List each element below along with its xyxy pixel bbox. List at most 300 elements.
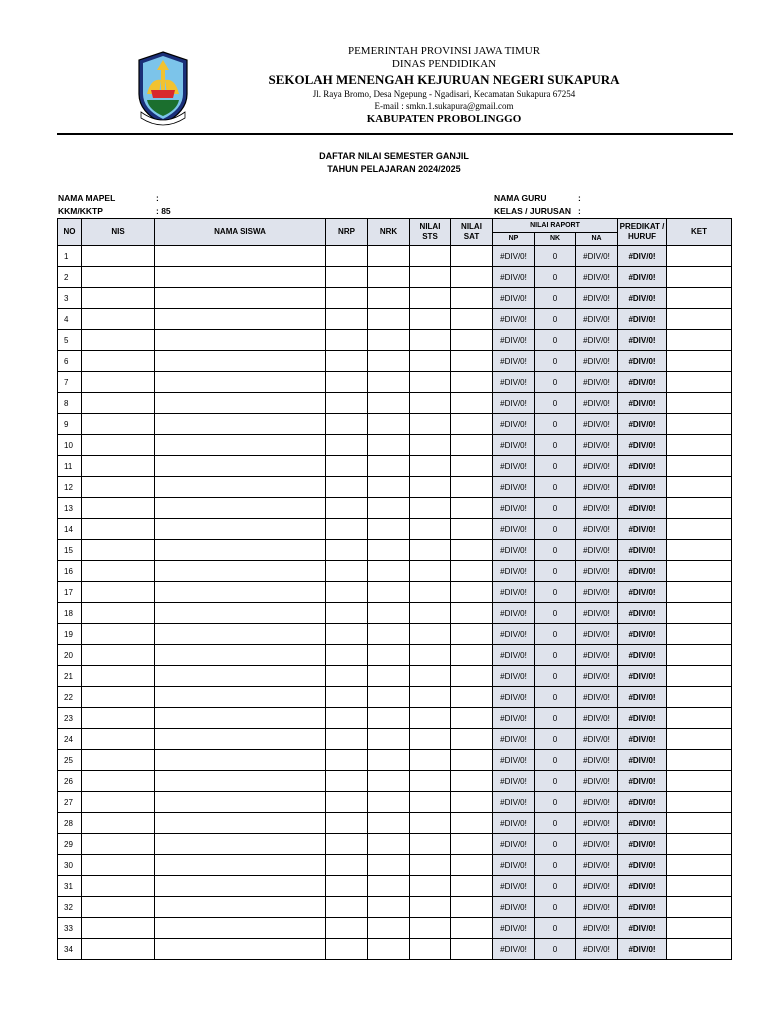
cell-nilai-sat[interactable] [451, 687, 493, 708]
cell-nrp[interactable] [326, 540, 368, 561]
cell-nrk[interactable] [368, 855, 410, 876]
cell-nama-siswa[interactable] [155, 372, 326, 393]
cell-nilai-sts[interactable] [410, 687, 451, 708]
cell-nilai-sts[interactable] [410, 540, 451, 561]
cell-nis[interactable] [82, 435, 155, 456]
table-row [58, 687, 732, 708]
cell-nrk[interactable] [368, 897, 410, 918]
cell-no: 10 [58, 435, 82, 456]
cell-nrk[interactable] [368, 582, 410, 603]
cell-predikat: #DIV/0! [618, 708, 667, 729]
cell-nilai-sat[interactable] [451, 498, 493, 519]
cell-nama-siswa[interactable] [155, 708, 326, 729]
cell-nilai-sat[interactable] [451, 855, 493, 876]
cell-nama-siswa[interactable] [155, 687, 326, 708]
cell-ket[interactable] [667, 813, 732, 834]
header-ket: KET [667, 219, 732, 246]
cell-nis[interactable] [82, 330, 155, 351]
cell-nis[interactable] [82, 792, 155, 813]
cell-ket[interactable] [667, 624, 732, 645]
cell-nilai-sat[interactable] [451, 645, 493, 666]
cell-ket[interactable] [667, 645, 732, 666]
cell-nilai-sts[interactable] [410, 246, 451, 267]
cell-nis[interactable] [82, 246, 155, 267]
cell-nrp[interactable] [326, 456, 368, 477]
cell-nis[interactable] [82, 687, 155, 708]
cell-np: #DIV/0! [493, 750, 535, 771]
cell-nrp[interactable] [326, 330, 368, 351]
cell-ket[interactable] [667, 435, 732, 456]
cell-no: 24 [58, 729, 82, 750]
cell-ket[interactable] [667, 792, 732, 813]
cell-no: 22 [58, 687, 82, 708]
cell-nilai-sts[interactable] [410, 435, 451, 456]
cell-nilai-sat[interactable] [451, 729, 493, 750]
cell-nrk[interactable] [368, 519, 410, 540]
cell-nrk[interactable] [368, 750, 410, 771]
cell-nilai-sat[interactable] [451, 435, 493, 456]
cell-nrp[interactable] [326, 750, 368, 771]
cell-nama-siswa[interactable] [155, 561, 326, 582]
cell-nilai-sat[interactable] [451, 414, 493, 435]
cell-nama-siswa[interactable] [155, 603, 326, 624]
cell-no: 3 [58, 288, 82, 309]
cell-nama-siswa[interactable] [155, 582, 326, 603]
cell-nis[interactable] [82, 351, 155, 372]
cell-ket[interactable] [667, 519, 732, 540]
cell-nama-siswa[interactable] [155, 792, 326, 813]
cell-ket[interactable] [667, 414, 732, 435]
cell-nis[interactable] [82, 267, 155, 288]
cell-na: #DIV/0! [576, 330, 618, 351]
cell-nis[interactable] [82, 708, 155, 729]
cell-ket[interactable] [667, 477, 732, 498]
cell-ket[interactable] [667, 876, 732, 897]
cell-nilai-sts[interactable] [410, 309, 451, 330]
cell-predikat: #DIV/0! [618, 456, 667, 477]
cell-nilai-sts[interactable] [410, 918, 451, 939]
cell-nrp[interactable] [326, 372, 368, 393]
cell-no: 33 [58, 918, 82, 939]
cell-nilai-sts[interactable] [410, 729, 451, 750]
cell-no: 27 [58, 792, 82, 813]
cell-np: #DIV/0! [493, 456, 535, 477]
cell-nama-siswa[interactable] [155, 624, 326, 645]
cell-nrk[interactable] [368, 771, 410, 792]
cell-na: #DIV/0! [576, 351, 618, 372]
cell-nama-siswa[interactable] [155, 666, 326, 687]
cell-na: #DIV/0! [576, 309, 618, 330]
cell-nrp[interactable] [326, 435, 368, 456]
cell-nrk[interactable] [368, 687, 410, 708]
cell-ket[interactable] [667, 729, 732, 750]
cell-nis[interactable] [82, 771, 155, 792]
cell-nrp[interactable] [326, 477, 368, 498]
table-row [58, 603, 732, 624]
cell-nama-siswa[interactable] [155, 456, 326, 477]
cell-nilai-sat[interactable] [451, 372, 493, 393]
cell-nis[interactable] [82, 372, 155, 393]
cell-nis[interactable] [82, 393, 155, 414]
cell-nrp[interactable] [326, 267, 368, 288]
cell-nis[interactable] [82, 855, 155, 876]
cell-nrp[interactable] [326, 645, 368, 666]
cell-nilai-sts[interactable] [410, 456, 451, 477]
cell-nama-siswa[interactable] [155, 288, 326, 309]
cell-nilai-sat[interactable] [451, 288, 493, 309]
cell-na: #DIV/0! [576, 876, 618, 897]
cell-ket[interactable] [667, 351, 732, 372]
cell-nis[interactable] [82, 729, 155, 750]
cell-ket[interactable] [667, 771, 732, 792]
cell-predikat: #DIV/0! [618, 498, 667, 519]
cell-nama-siswa[interactable] [155, 498, 326, 519]
cell-nilai-sat[interactable] [451, 624, 493, 645]
cell-nama-siswa[interactable] [155, 330, 326, 351]
cell-nilai-sat[interactable] [451, 267, 493, 288]
cell-ket[interactable] [667, 687, 732, 708]
cell-nama-siswa[interactable] [155, 939, 326, 960]
cell-predikat: #DIV/0! [618, 729, 667, 750]
cell-nis[interactable] [82, 561, 155, 582]
cell-np: #DIV/0! [493, 813, 535, 834]
cell-nama-siswa[interactable] [155, 267, 326, 288]
cell-predikat: #DIV/0! [618, 813, 667, 834]
cell-nrp[interactable] [326, 918, 368, 939]
cell-nrp[interactable] [326, 771, 368, 792]
cell-nk: 0 [535, 582, 576, 603]
cell-nk: 0 [535, 666, 576, 687]
header-predikat-line1: PREDIKAT / [619, 222, 665, 231]
cell-nis[interactable] [82, 456, 155, 477]
cell-nrp[interactable] [326, 897, 368, 918]
cell-ket[interactable] [667, 666, 732, 687]
cell-nilai-sat[interactable] [451, 708, 493, 729]
cell-no: 28 [58, 813, 82, 834]
cell-nilai-sat[interactable] [451, 876, 493, 897]
cell-nilai-sat[interactable] [451, 477, 493, 498]
cell-nrp[interactable] [326, 855, 368, 876]
cell-nis[interactable] [82, 939, 155, 960]
cell-nilai-sts[interactable] [410, 834, 451, 855]
cell-nrk[interactable] [368, 603, 410, 624]
cell-nrk[interactable] [368, 666, 410, 687]
cell-nilai-sts[interactable] [410, 561, 451, 582]
cell-nis[interactable] [82, 876, 155, 897]
cell-nis[interactable] [82, 918, 155, 939]
header-nrp: NRP [326, 219, 368, 246]
cell-nilai-sat[interactable] [451, 309, 493, 330]
cell-nrk[interactable] [368, 939, 410, 960]
cell-nama-siswa[interactable] [155, 519, 326, 540]
cell-nrk[interactable] [368, 792, 410, 813]
cell-nilai-sts[interactable] [410, 267, 451, 288]
cell-nrp[interactable] [326, 666, 368, 687]
cell-nilai-sat[interactable] [451, 351, 493, 372]
cell-nrp[interactable] [326, 708, 368, 729]
cell-np: #DIV/0! [493, 246, 535, 267]
cell-ket[interactable] [667, 834, 732, 855]
cell-nama-siswa[interactable] [155, 477, 326, 498]
cell-nrk[interactable] [368, 561, 410, 582]
cell-nilai-sat[interactable] [451, 246, 493, 267]
cell-nk: 0 [535, 246, 576, 267]
cell-nilai-sat[interactable] [451, 834, 493, 855]
cell-nrk[interactable] [368, 267, 410, 288]
cell-nama-siswa[interactable] [155, 918, 326, 939]
cell-nilai-sat[interactable] [451, 393, 493, 414]
cell-nilai-sts[interactable] [410, 372, 451, 393]
cell-nrp[interactable] [326, 876, 368, 897]
cell-nrk[interactable] [368, 624, 410, 645]
cell-nilai-sts[interactable] [410, 603, 451, 624]
guru-value: : [578, 193, 581, 203]
cell-nilai-sts[interactable] [410, 519, 451, 540]
cell-nilai-sat[interactable] [451, 792, 493, 813]
cell-nama-siswa[interactable] [155, 897, 326, 918]
cell-nrk[interactable] [368, 330, 410, 351]
table-row [58, 351, 732, 372]
table-row [58, 435, 732, 456]
cell-nk: 0 [535, 792, 576, 813]
cell-ket[interactable] [667, 750, 732, 771]
cell-nama-siswa[interactable] [155, 309, 326, 330]
table-row [58, 939, 732, 960]
cell-nrp[interactable] [326, 351, 368, 372]
cell-nama-siswa[interactable] [155, 540, 326, 561]
cell-predikat: #DIV/0! [618, 918, 667, 939]
cell-nilai-sts[interactable] [410, 813, 451, 834]
cell-nilai-sts[interactable] [410, 477, 451, 498]
cell-predikat: #DIV/0! [618, 330, 667, 351]
cell-nrp[interactable] [326, 309, 368, 330]
cell-nrk[interactable] [368, 309, 410, 330]
cell-nama-siswa[interactable] [155, 435, 326, 456]
cell-nis[interactable] [82, 477, 155, 498]
cell-nrp[interactable] [326, 687, 368, 708]
cell-ket[interactable] [667, 918, 732, 939]
cell-nrk[interactable] [368, 498, 410, 519]
cell-ket[interactable] [667, 939, 732, 960]
cell-nrp[interactable] [326, 603, 368, 624]
cell-predikat: #DIV/0! [618, 624, 667, 645]
cell-np: #DIV/0! [493, 834, 535, 855]
cell-nis[interactable] [82, 519, 155, 540]
cell-nk: 0 [535, 834, 576, 855]
cell-nrk[interactable] [368, 813, 410, 834]
cell-ket[interactable] [667, 267, 732, 288]
cell-nis[interactable] [82, 414, 155, 435]
cell-nrp[interactable] [326, 498, 368, 519]
cell-np: #DIV/0! [493, 624, 535, 645]
cell-nama-siswa[interactable] [155, 876, 326, 897]
cell-nrp[interactable] [326, 519, 368, 540]
cell-nilai-sat[interactable] [451, 750, 493, 771]
cell-ket[interactable] [667, 855, 732, 876]
cell-ket[interactable] [667, 288, 732, 309]
header-na: NA [576, 233, 618, 246]
cell-na: #DIV/0! [576, 750, 618, 771]
cell-nrk[interactable] [368, 540, 410, 561]
cell-nilai-sts[interactable] [410, 498, 451, 519]
cell-ket[interactable] [667, 582, 732, 603]
cell-nilai-sts[interactable] [410, 771, 451, 792]
cell-nilai-sts[interactable] [410, 393, 451, 414]
cell-nis[interactable] [82, 834, 155, 855]
cell-nis[interactable] [82, 645, 155, 666]
cell-na: #DIV/0! [576, 372, 618, 393]
cell-nama-siswa[interactable] [155, 750, 326, 771]
cell-na: #DIV/0! [576, 792, 618, 813]
cell-nilai-sts[interactable] [410, 876, 451, 897]
cell-nrk[interactable] [368, 435, 410, 456]
cell-nis[interactable] [82, 288, 155, 309]
cell-ket[interactable] [667, 246, 732, 267]
cell-nk: 0 [535, 309, 576, 330]
cell-nis[interactable] [82, 540, 155, 561]
cell-ket[interactable] [667, 372, 732, 393]
cell-nrp[interactable] [326, 288, 368, 309]
cell-nrk[interactable] [368, 351, 410, 372]
cell-nilai-sat[interactable] [451, 939, 493, 960]
cell-nrk[interactable] [368, 645, 410, 666]
cell-nrk[interactable] [368, 246, 410, 267]
cell-nrk[interactable] [368, 414, 410, 435]
cell-nrk[interactable] [368, 876, 410, 897]
cell-nrp[interactable] [326, 393, 368, 414]
cell-ket[interactable] [667, 309, 732, 330]
cell-nilai-sat[interactable] [451, 456, 493, 477]
cell-nrk[interactable] [368, 918, 410, 939]
cell-nama-siswa[interactable] [155, 813, 326, 834]
cell-nilai-sts[interactable] [410, 666, 451, 687]
cell-nilai-sts[interactable] [410, 855, 451, 876]
cell-nilai-sts[interactable] [410, 330, 451, 351]
cell-nilai-sts[interactable] [410, 939, 451, 960]
cell-np: #DIV/0! [493, 603, 535, 624]
cell-nrk[interactable] [368, 393, 410, 414]
cell-nilai-sat[interactable] [451, 519, 493, 540]
cell-nis[interactable] [82, 309, 155, 330]
cell-nilai-sat[interactable] [451, 771, 493, 792]
cell-nama-siswa[interactable] [155, 246, 326, 267]
cell-ket[interactable] [667, 603, 732, 624]
cell-nilai-sts[interactable] [410, 645, 451, 666]
cell-ket[interactable] [667, 393, 732, 414]
cell-nis[interactable] [82, 813, 155, 834]
cell-nrp[interactable] [326, 939, 368, 960]
cell-nrk[interactable] [368, 729, 410, 750]
table-row [58, 855, 732, 876]
cell-nilai-sts[interactable] [410, 792, 451, 813]
cell-nrp[interactable] [326, 834, 368, 855]
cell-np: #DIV/0! [493, 897, 535, 918]
cell-nrk[interactable] [368, 456, 410, 477]
cell-np: #DIV/0! [493, 330, 535, 351]
cell-nilai-sat[interactable] [451, 897, 493, 918]
cell-nrk[interactable] [368, 288, 410, 309]
cell-nis[interactable] [82, 603, 155, 624]
cell-nilai-sat[interactable] [451, 540, 493, 561]
cell-nrp[interactable] [326, 729, 368, 750]
cell-nis[interactable] [82, 666, 155, 687]
cell-nilai-sts[interactable] [410, 708, 451, 729]
cell-nama-siswa[interactable] [155, 393, 326, 414]
table-row [58, 624, 732, 645]
cell-nrp[interactable] [326, 246, 368, 267]
cell-nilai-sts[interactable] [410, 897, 451, 918]
cell-nilai-sat[interactable] [451, 918, 493, 939]
cell-nrp[interactable] [326, 813, 368, 834]
cell-nis[interactable] [82, 897, 155, 918]
cell-nilai-sts[interactable] [410, 288, 451, 309]
title-line-1: DAFTAR NILAI SEMESTER GANJIL [319, 151, 469, 161]
cell-na: #DIV/0! [576, 897, 618, 918]
cell-nrk[interactable] [368, 834, 410, 855]
table-row [58, 792, 732, 813]
cell-nis[interactable] [82, 498, 155, 519]
kkm-label: KKM/KKTP [58, 206, 103, 216]
cell-nilai-sts[interactable] [410, 750, 451, 771]
cell-na: #DIV/0! [576, 771, 618, 792]
cell-nama-siswa[interactable] [155, 351, 326, 372]
cell-nrp[interactable] [326, 792, 368, 813]
cell-ket[interactable] [667, 561, 732, 582]
cell-nis[interactable] [82, 582, 155, 603]
cell-nama-siswa[interactable] [155, 645, 326, 666]
cell-np: #DIV/0! [493, 414, 535, 435]
cell-nilai-sat[interactable] [451, 603, 493, 624]
cell-nama-siswa[interactable] [155, 771, 326, 792]
cell-nrp[interactable] [326, 624, 368, 645]
cell-nilai-sts[interactable] [410, 582, 451, 603]
cell-nama-siswa[interactable] [155, 855, 326, 876]
cell-nama-siswa[interactable] [155, 414, 326, 435]
cell-nilai-sat[interactable] [451, 666, 493, 687]
cell-nilai-sat[interactable] [451, 561, 493, 582]
cell-np: #DIV/0! [493, 561, 535, 582]
cell-nilai-sts[interactable] [410, 351, 451, 372]
cell-nilai-sat[interactable] [451, 330, 493, 351]
cell-nis[interactable] [82, 750, 155, 771]
cell-ket[interactable] [667, 897, 732, 918]
cell-nk: 0 [535, 918, 576, 939]
table-row [58, 246, 732, 267]
cell-nrk[interactable] [368, 708, 410, 729]
cell-nilai-sat[interactable] [451, 813, 493, 834]
cell-ket[interactable] [667, 330, 732, 351]
cell-nrp[interactable] [326, 414, 368, 435]
cell-nilai-sts[interactable] [410, 414, 451, 435]
cell-nilai-sts[interactable] [410, 624, 451, 645]
cell-nama-siswa[interactable] [155, 729, 326, 750]
cell-nrk[interactable] [368, 372, 410, 393]
cell-ket[interactable] [667, 708, 732, 729]
table-row [58, 876, 732, 897]
cell-np: #DIV/0! [493, 792, 535, 813]
cell-nama-siswa[interactable] [155, 834, 326, 855]
cell-na: #DIV/0! [576, 582, 618, 603]
cell-nrk[interactable] [368, 477, 410, 498]
cell-nilai-sat[interactable] [451, 582, 493, 603]
cell-nis[interactable] [82, 624, 155, 645]
cell-ket[interactable] [667, 498, 732, 519]
cell-no: 4 [58, 309, 82, 330]
cell-nrp[interactable] [326, 582, 368, 603]
cell-nrp[interactable] [326, 561, 368, 582]
cell-ket[interactable] [667, 456, 732, 477]
cell-ket[interactable] [667, 540, 732, 561]
